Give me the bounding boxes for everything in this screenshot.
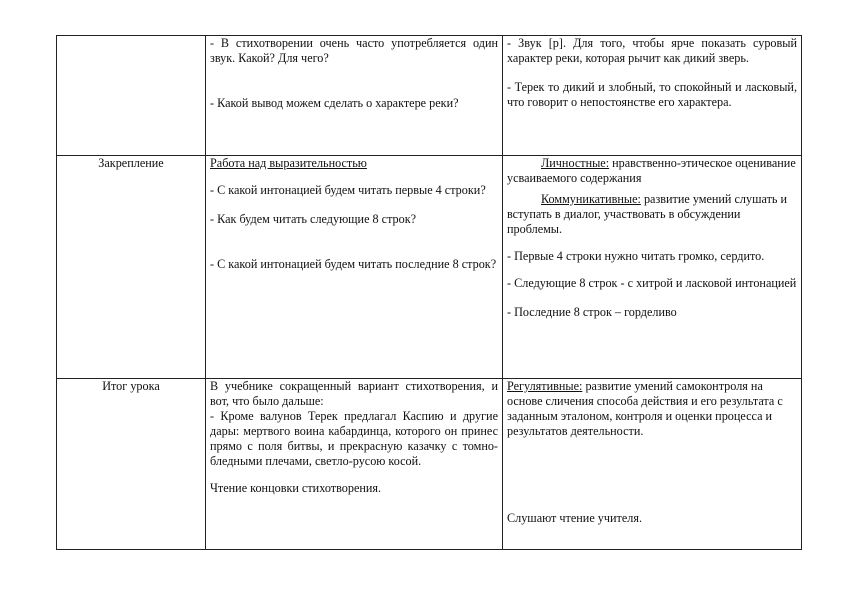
personal-uud — [507, 156, 797, 186]
stage-cell — [57, 156, 206, 379]
student-cell — [503, 379, 802, 550]
uud-text: нравственно-этическое оценивание усваиваемого содержания — [507, 156, 796, 185]
teacher-question: - С какой интонацией будем читать первые 4 строки? — [210, 183, 486, 197]
regulatory-uud — [507, 379, 797, 439]
teacher-cell — [206, 156, 503, 379]
teacher-text: Чтение концовки стихотворения. — [210, 481, 382, 495]
uud-label: Регулятивные: — [507, 379, 583, 393]
stage-label: Закрепление — [98, 156, 164, 170]
uud-label: Личностные: — [541, 156, 610, 170]
table-row — [57, 36, 802, 156]
teacher-text: - Кроме валунов Терек предлагал Каспию и другие дары: мертвого воина кабардинца, которого он принес прямо с поля битвы, и прекрасную казачку с томно-бледными плечами, светло-русою косой. — [210, 409, 498, 468]
table-row — [57, 156, 802, 379]
teacher-text: В учебнике сокращенный вариант стихотворения, и вот, что было дальше: — [210, 379, 498, 408]
teacher-question: - Какой вывод можем сделать о характере реки? — [210, 96, 459, 110]
section-heading: Работа над выразительностью — [210, 156, 367, 170]
teacher-cell — [206, 379, 503, 550]
communicative-uud — [507, 192, 797, 237]
teacher-question: - В стихотворении очень часто употребляется один звук. Какой? Для чего? — [210, 36, 498, 65]
lesson-plan-table — [56, 35, 802, 550]
uud-label: Коммуникативные: — [541, 192, 641, 206]
student-answer: - Следующие 8 строк - с хитрой и ласковой интонацией — [507, 276, 797, 290]
student-answer: - Первые 4 строки нужно читать громко, сердито. — [507, 249, 765, 263]
teacher-cell — [206, 36, 503, 156]
table-row — [57, 379, 802, 550]
student-answer: Слушают чтение учителя. — [507, 511, 642, 525]
student-answer: - Терек то дикий и злобный, то спокойный и ласковый, что говорит о непостоянстве его характера. — [507, 80, 797, 109]
student-answer: - Звук [р]. Для того, чтобы ярче показать суровый характер реки, которая рычит как дикий зверь. — [507, 36, 797, 65]
teacher-question: - С какой интонацией будем читать последние 8 строк? — [210, 257, 497, 271]
student-cell — [503, 36, 802, 156]
uud-text: развитие умений слушать и вступать в диалог, участвовать в обсуждении проблемы. — [507, 192, 788, 236]
uud-text: развитие умений самоконтроля на основе сличения способа действия и его результата с заданным эталоном, контроля и оценки процесса и результатов деятельности. — [507, 379, 783, 438]
student-cell — [503, 156, 802, 379]
teacher-question: - Как будем читать следующие 8 строк? — [210, 212, 417, 226]
stage-cell — [57, 36, 206, 156]
student-answer: - Последние 8 строк – горделиво — [507, 305, 677, 319]
stage-label: Итог урока — [102, 379, 160, 393]
stage-cell — [57, 379, 206, 550]
